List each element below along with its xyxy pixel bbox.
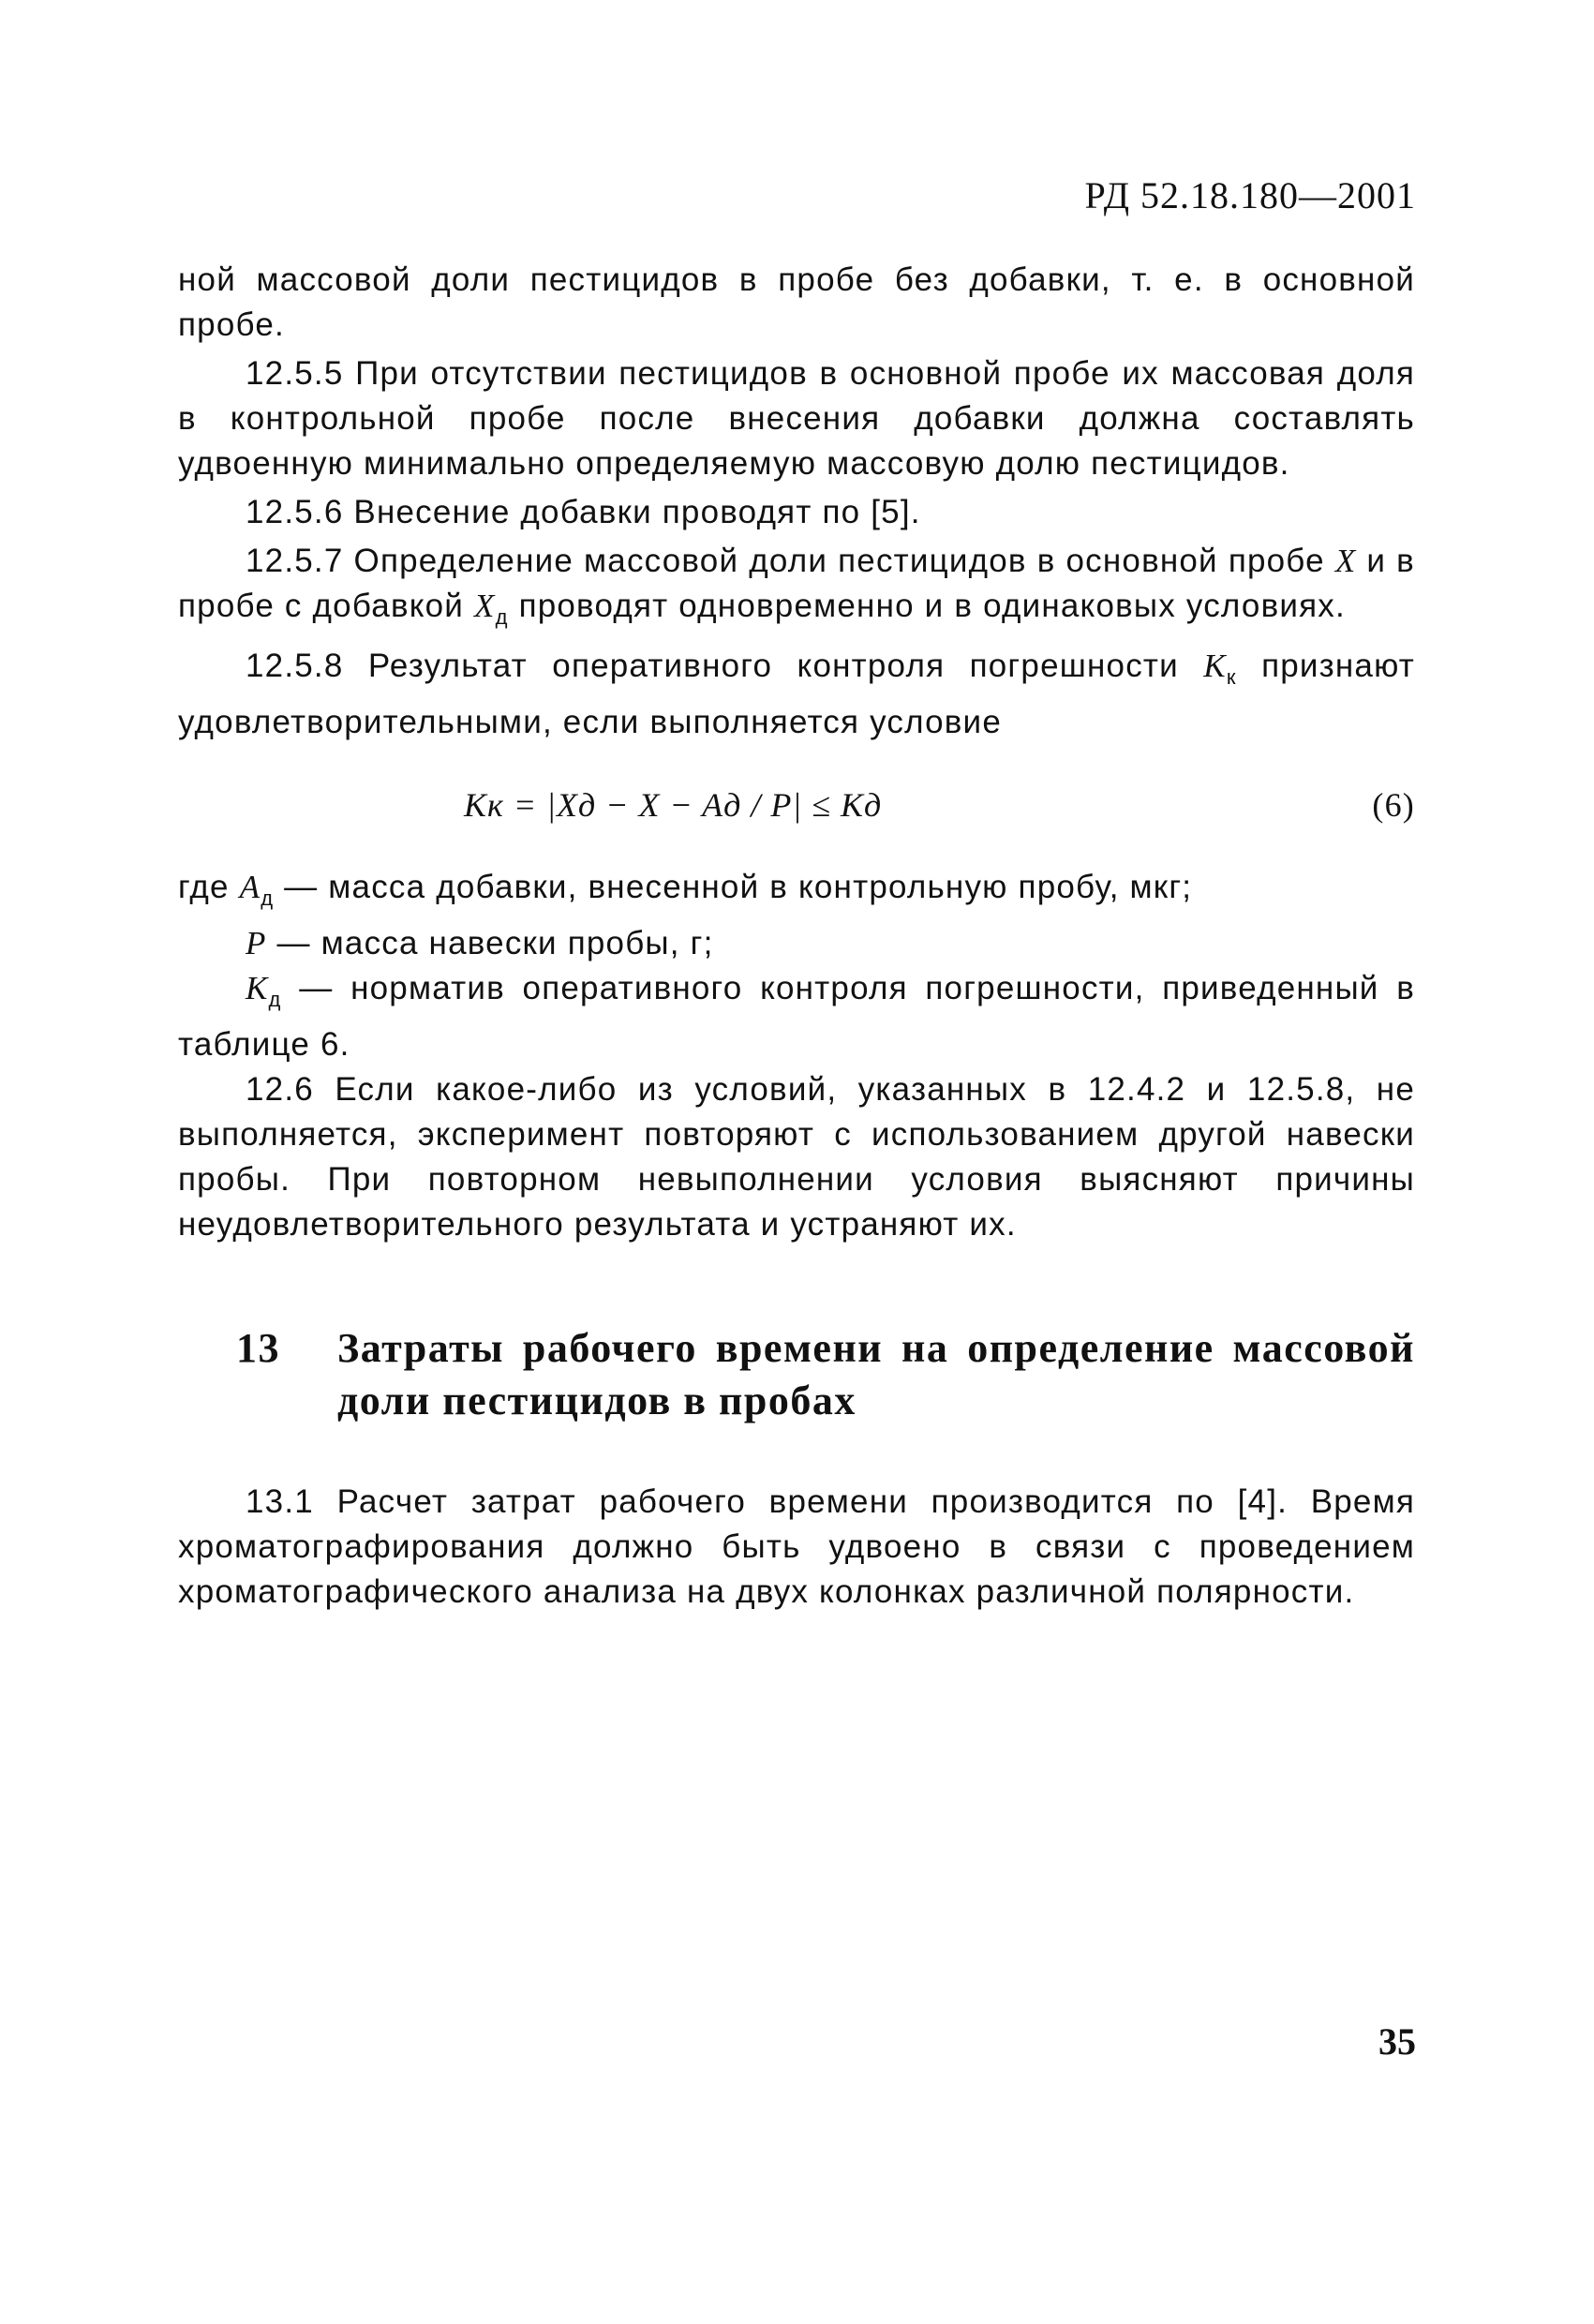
p-12-5-7-part-b: и в пробе с добавкой — [178, 543, 1415, 624]
symbol-xd-sub: д — [495, 605, 509, 629]
symbol-p: P — [246, 925, 267, 961]
equation-number: (6) — [1372, 786, 1415, 824]
symbol-ad: A — [239, 869, 261, 905]
symbol-kk: K — [1203, 648, 1227, 684]
symbol-kd: K — [246, 970, 269, 1006]
running-head: РД 52.18.180—2001 — [1084, 174, 1416, 216]
where-p-desc: — масса навески пробы, г; — [266, 925, 714, 961]
p-12-5-7-part-a: 12.5.7 Определение массовой доли пестицидов в основной пробе — [246, 543, 1335, 579]
section-title: Затраты рабочего времени на определение массовой доли пестицидов в пробах — [337, 1325, 1415, 1423]
where-kd — [178, 966, 1415, 1067]
paragraph-continuation: ной массовой доли пестицидов в пробе без добавки, т. е. в основной пробе. — [178, 261, 1415, 343]
formula-6: Kк = |Xд − X − Aд / P| ≤ Kд — [464, 786, 883, 824]
p-12-5-8-part-b: признают удовлетворительными, если выполняется условие — [178, 648, 1415, 740]
where-ad-desc: — масса добавки, внесенной в контрольную пробу, мкг; — [274, 869, 1193, 905]
p-12-5-7-part-c: проводят одновременно и в одинаковых условиях. — [508, 588, 1346, 624]
symbol-xd: X — [474, 588, 496, 624]
where-p — [178, 921, 1415, 966]
paragraph-12-5-7 — [178, 539, 1415, 640]
body-text — [178, 258, 1415, 1618]
formula-row — [178, 782, 1415, 827]
page-number: 35 — [1378, 2020, 1416, 2063]
symbol-ad-sub: д — [261, 886, 275, 910]
paragraph-12-5-5: 12.5.5 При отсутствии пестицидов в основной пробе их массовая доля в контрольной пробе после внесения добавки должна составлять удвоенную минимально определяемую массовую долю пестицидов. — [178, 355, 1415, 482]
paragraph-13-1: 13.1 Расчет затрат рабочего времени производится по [4]. Время хроматографирования должно быть удвоено в связи с проведением хроматографического анализа на двух колонках различной полярности. — [178, 1483, 1415, 1610]
section-heading — [178, 1322, 1415, 1427]
symbol-x: X — [1334, 543, 1357, 579]
where-lead: где — [178, 869, 240, 905]
paragraph-12-5-6: 12.5.6 Внесение добавки проводят по [5]. — [246, 494, 921, 530]
symbol-kk-sub: к — [1226, 665, 1237, 689]
where-block — [178, 865, 1415, 1067]
where-ad — [178, 865, 1415, 921]
p-12-5-8-part-a: 12.5.8 Результат оперативного контроля погрешности — [246, 648, 1204, 684]
symbol-kd-sub: д — [268, 988, 282, 1011]
paragraph-12-5-8 — [178, 644, 1415, 745]
paragraph-12-6: 12.6 Если какое-либо из условий, указанных в 12.4.2 и 12.5.8, не выполняется, эксперимент повторяют с использованием другой навески пробы. При повторном невыполнении условия выясняют причины неудовлетворительного результата и устраняют их. — [178, 1071, 1415, 1243]
where-kd-desc: — норматив оперативного контроля погрешности, приведенный в таблице 6. — [178, 970, 1415, 1063]
section-number: 13 — [236, 1325, 280, 1371]
